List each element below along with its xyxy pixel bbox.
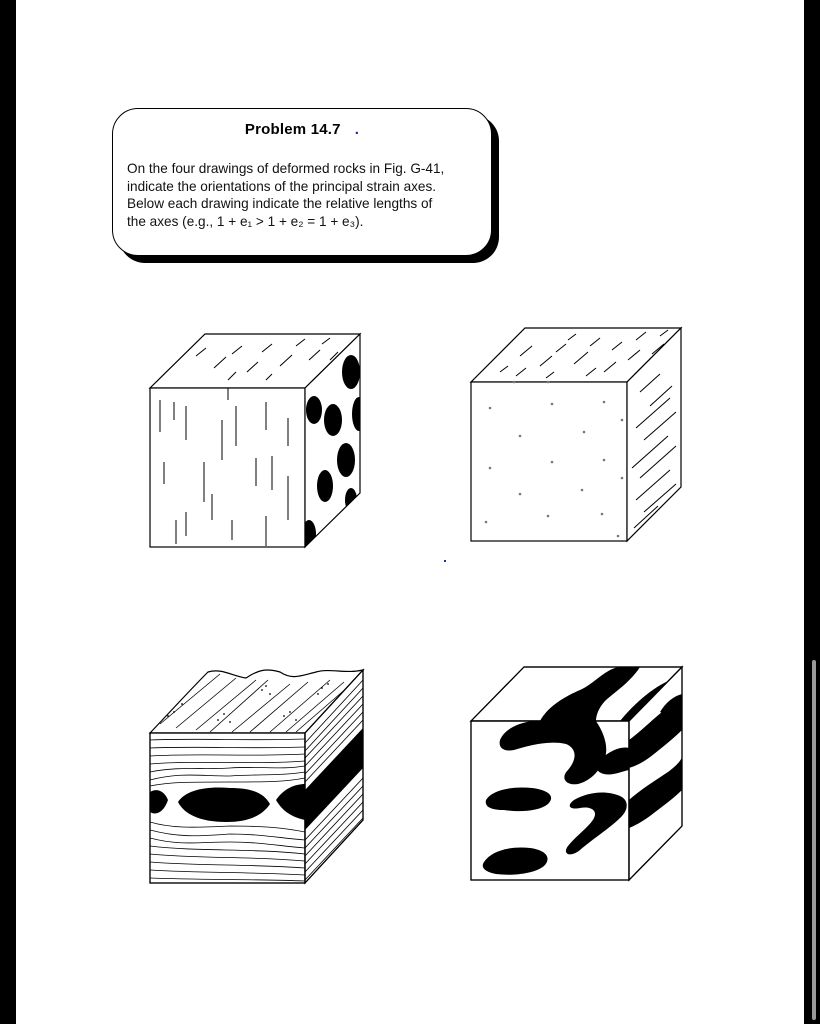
cube-boudinage xyxy=(150,670,363,883)
cube-folded-veins xyxy=(471,667,682,880)
problem-line-2: indicate the orientations of the principal strain axes. xyxy=(127,178,437,194)
cube-foliated-dots xyxy=(471,328,681,541)
cube-lineated xyxy=(150,334,366,548)
problem-line-1: On the four drawings of deformed rocks in Fig. G-41, xyxy=(127,161,445,176)
problem-title-text: Problem 14.7 xyxy=(244,121,341,138)
problem-line-4: the axes (e.g., 1 + e₁ > 1 + e₂ = 1 + e₃). xyxy=(127,213,364,229)
problem-line-3: Below each drawing indicate the relative lengths of xyxy=(127,196,433,211)
problem-title: Problem 14.7 . xyxy=(244,121,360,138)
